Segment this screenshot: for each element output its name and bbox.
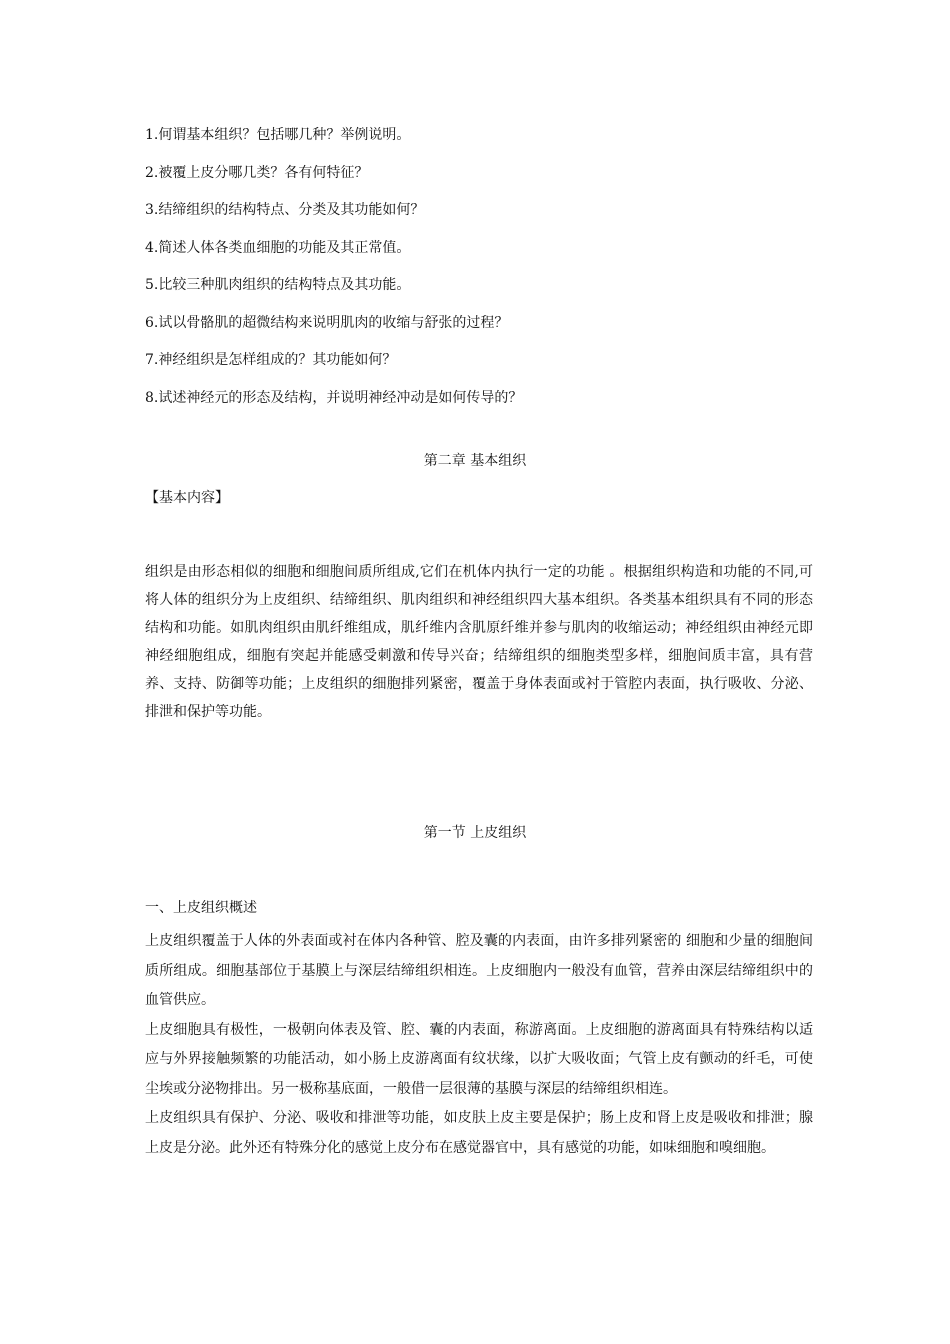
section-body (145, 927, 813, 1163)
question-item: 1.何谓基本组织？包括哪几种？举例说明。 (145, 127, 411, 143)
question-item: 4.简述人体各类血细胞的功能及其正常值。 (145, 239, 411, 256)
section-title: 第一节 上皮组织 (423, 825, 527, 841)
question-item: 5.比较三种肌肉组织的结构特点及其功能。 (145, 277, 411, 293)
question-item: 8.试述神经元的形态及结构，并说明神经冲动是如何传导的？ (145, 389, 523, 406)
section-subheading: 一、上皮组织概述 (145, 900, 257, 916)
question-item: 6.试以骨骼肌的超微结构来说明肌肉的收缩与舒张的过程？ (145, 314, 509, 331)
question-item: 2.被覆上皮分哪几类？各有何特征？ (145, 164, 369, 181)
review-questions (145, 125, 810, 425)
question-item: 3.结缔组织的结构特点、分类及其功能如何？ (145, 202, 425, 218)
body-paragraph: 上皮组织具有保护、分泌、吸收和排泄等功能，如皮肤上皮主要是保护；肠上皮和肾上皮是吸收和排泄；腺上皮是分泌。此外还有特殊分化的感觉上皮分布在感觉器官中，具有感觉的功能，如味细胞和嗅细胞。 (145, 1110, 813, 1156)
body-paragraph: 上皮组织覆盖于人体的外表面或衬在体内各种管、腔及囊的内表面，由许多排列紧密的 细胞和少量的细胞间质所组成。细胞基部位于基膜上与深层结缔组织相连。上皮细胞内一般没有血管，营养由深层结缔组织中的血管供应。 (145, 933, 813, 1008)
chapter-intro: 组织是由形态相似的细胞和细胞间质所组成,它们在机体内执行一定的功能 。根据组织构造和功能的不同,可将人体的组织分为上皮组织、结缔组织、肌肉组织和神经组织四大基本组织。各类基本组织具有不同的形态结构和功能。如肌肉组织由肌纤维组成，肌纤维内含肌原纤维并参与肌肉的收缩运动；神经组织由神经元即神经细胞组成，细胞有突起并能感受刺激和传导兴奋；结缔组织的细胞类型多样，细胞间质丰富，具有营养、支持、防御等功能；上皮组织的细胞排列紧密，覆盖于身体表面或衬于管腔内表面，执行吸收、分泌、排泄和保护等功能。 (145, 564, 813, 720)
question-item: 7.神经组织是怎样组成的？其功能如何？ (145, 352, 397, 368)
body-paragraph: 上皮细胞具有极性，一极朝向体表及管、腔、囊的内表面，称游离面。上皮细胞的游离面具有特殊结构以适应与外界接触频繁的功能活动，如小肠上皮游离面有纹状缘，以扩大吸收面；气管上皮有颤动的纤毛，可使尘埃或分泌物排出。另一极称基底面，一般借一层很薄的基膜与深层的结缔组织相连。 (145, 1021, 813, 1097)
basic-content-label: 【基本内容】 (145, 490, 229, 506)
chapter-title: 第二章 基本组织 (423, 453, 527, 469)
